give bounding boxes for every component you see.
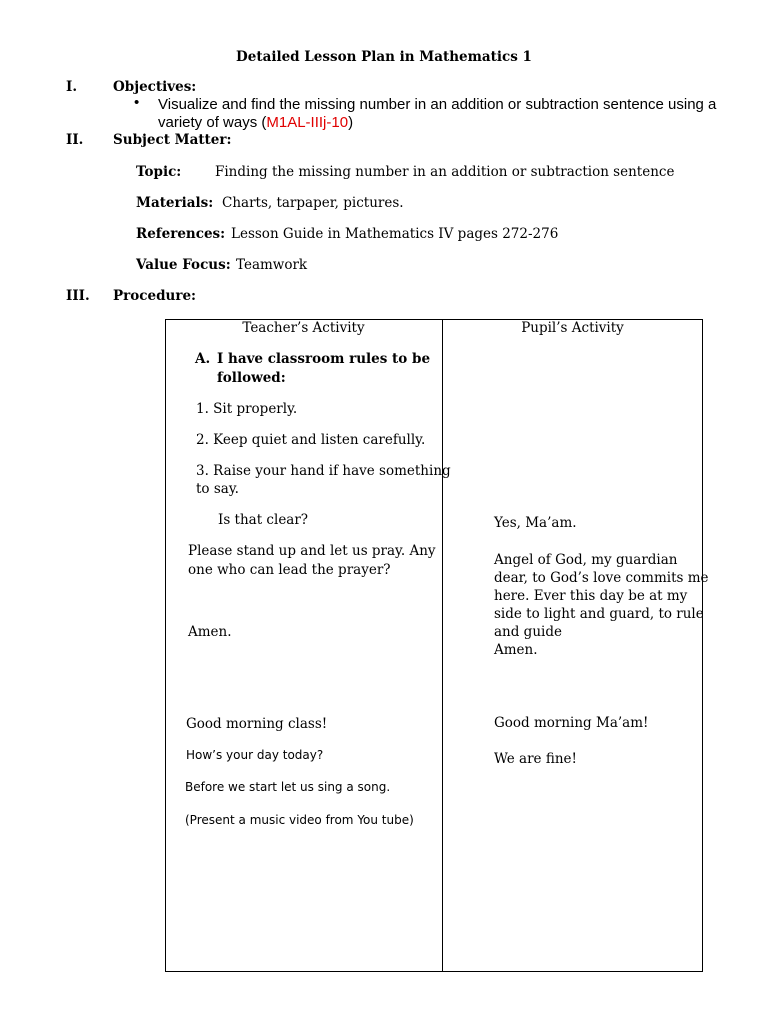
rule-1: 1. Sit properly.	[196, 401, 298, 417]
section-numeral-procedure: III.	[66, 288, 90, 304]
value-focus-value: Teamwork	[236, 257, 308, 273]
objective-text-line1: Visualize and find the missing number in an addition or subtraction sentence using a	[158, 96, 717, 113]
references-value: Lesson Guide in Mathematics IV pages 272-276	[231, 226, 559, 242]
pupil-we-are-fine: We are fine!	[494, 751, 577, 767]
pupil-prayer-line3: here. Ever this day be at my	[494, 588, 688, 604]
pupil-activity-header: Pupil’s Activity	[521, 320, 624, 336]
teacher-good-morning: Good morning class!	[186, 716, 328, 732]
teacher-present-video: (Present a music video from You tube)	[185, 813, 414, 827]
section-numeral-subject-matter: II.	[66, 132, 84, 148]
section-a-heading-line2: followed:	[217, 370, 286, 386]
pupil-prayer-line2: dear, to God’s love commits me	[494, 570, 709, 586]
teacher-pray-line1: Please stand up and let us pray. Any	[188, 543, 436, 559]
pupil-prayer-line1: Angel of God, my guardian	[494, 552, 678, 568]
teacher-activity-header: Teacher’s Activity	[242, 320, 365, 336]
rule-2: 2. Keep quiet and listen carefully.	[196, 432, 426, 448]
objective-text-start: variety of ways (	[158, 114, 267, 131]
teacher-is-that-clear: Is that clear?	[218, 512, 309, 528]
pupil-prayer-line4: side to light and guard, to rule	[494, 606, 704, 622]
rule-3-line2: to say.	[196, 481, 239, 497]
objectives-bullet: •	[134, 94, 140, 111]
procedure-heading: Procedure:	[113, 288, 197, 304]
objective-text-line2	[158, 114, 353, 131]
section-a-heading-line1: I have classroom rules to be	[217, 351, 431, 367]
topic-value: Finding the missing number in an addition or subtraction sentence	[215, 164, 675, 180]
pupil-yes: Yes, Ma’am.	[494, 515, 577, 531]
teacher-pray-line2: one who can lead the prayer?	[188, 562, 391, 578]
materials-label: Materials:	[136, 195, 214, 211]
document-title: Detailed Lesson Plan in Mathematics 1	[236, 49, 532, 65]
rule-3-line1: 3. Raise your hand if have something	[196, 463, 451, 479]
references-label: References:	[136, 226, 226, 242]
pupil-amen: Amen.	[494, 642, 538, 658]
section-a-letter: A.	[195, 351, 211, 367]
competency-code: M1AL-IIIj-10	[266, 114, 349, 131]
subject-matter-heading: Subject Matter:	[113, 132, 232, 148]
value-focus-label: Value Focus:	[136, 257, 231, 273]
materials-value: Charts, tarpaper, pictures.	[222, 195, 404, 211]
objective-text-end: )	[348, 114, 354, 131]
pupil-prayer-line5: and guide	[494, 624, 562, 640]
teacher-hows-day: How’s your day today?	[186, 748, 324, 762]
topic-label: Topic:	[136, 164, 182, 180]
objectives-heading: Objectives:	[113, 79, 197, 95]
teacher-amen: Amen.	[188, 624, 232, 640]
pupil-good-morning: Good morning Ma’am!	[494, 715, 649, 731]
teacher-sing-song: Before we start let us sing a song.	[185, 780, 391, 794]
section-numeral-objectives: I.	[66, 79, 78, 95]
table-column-divider	[442, 319, 443, 971]
